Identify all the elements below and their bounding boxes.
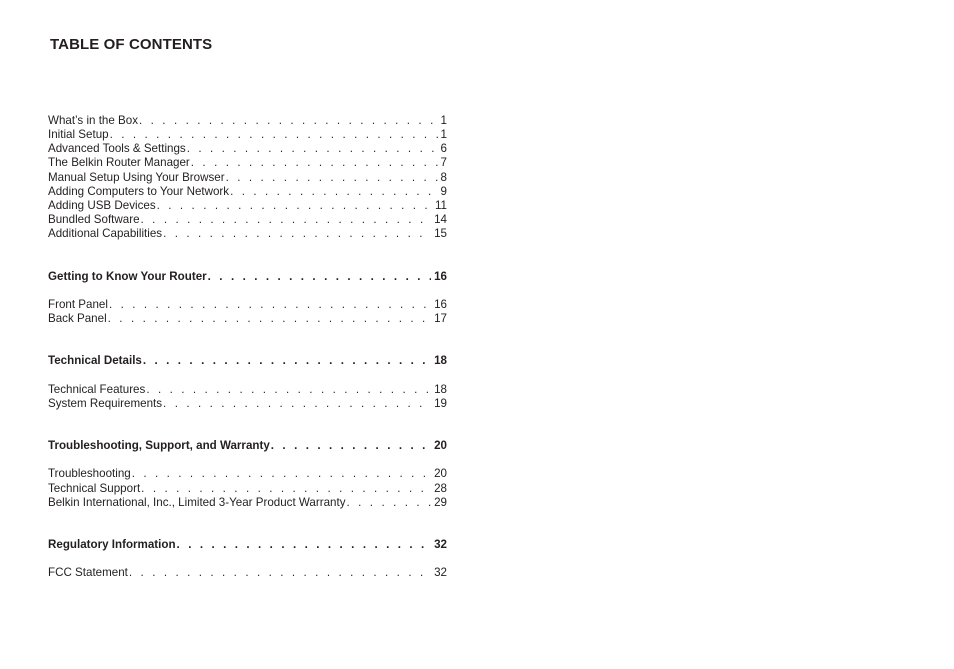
- toc-heading-know-your-router: [48, 270, 447, 284]
- toc-entry-warranty: [48, 496, 447, 510]
- toc-entry-label: Adding USB Devices: [48, 199, 156, 212]
- toc-entry-page: 18: [434, 383, 447, 396]
- toc-entry-page: 28: [434, 482, 447, 495]
- toc-entry-page: 17: [434, 312, 447, 325]
- toc-entry-label: Technical Details: [48, 354, 142, 367]
- toc-entry-back-panel: [48, 312, 447, 326]
- page-title: TABLE OF CONTENTS: [50, 36, 213, 53]
- toc-entry-label: The Belkin Router Manager: [48, 156, 190, 169]
- toc-entry-page: 32: [434, 566, 447, 579]
- toc-heading-troubleshooting: [48, 439, 447, 453]
- dot-leader: [139, 114, 438, 128]
- toc-entry-label: Back Panel: [48, 312, 107, 325]
- dot-leader: [141, 482, 431, 496]
- toc-entry-page: 19: [434, 397, 447, 410]
- toc-entry-label: Troubleshooting: [48, 467, 131, 480]
- toc-entry-label: Initial Setup: [48, 128, 109, 141]
- toc-entry-front-panel: [48, 298, 447, 312]
- toc-entry-page: 7: [440, 156, 447, 169]
- dot-leader: [226, 171, 438, 185]
- toc-heading-technical-details: [48, 354, 447, 368]
- toc-entry-label: Technical Support: [48, 482, 141, 495]
- toc-entry-label: Advanced Tools & Settings: [48, 142, 186, 155]
- dot-leader: [146, 383, 431, 397]
- toc-entry-page: 8: [440, 171, 447, 184]
- toc-entry-initial-setup: [48, 128, 447, 142]
- dot-leader: [230, 185, 437, 199]
- toc-entry-page: 15: [434, 227, 447, 240]
- dot-leader: [132, 467, 431, 481]
- toc-entry-page: 9: [440, 185, 447, 198]
- toc-entry-technical-features: [48, 383, 447, 397]
- toc-entry-page: 14: [434, 213, 447, 226]
- toc-entry-fcc-statement: [48, 566, 447, 580]
- toc-entry-page: 32: [434, 538, 447, 551]
- toc-entry-label: Belkin International, Inc., Limited 3-Year Product Warranty: [48, 496, 346, 509]
- toc-entry-advanced-tools: [48, 142, 447, 156]
- toc-heading-regulatory: [48, 538, 447, 552]
- toc-entry-page: 20: [434, 439, 447, 452]
- toc-entry-label: Regulatory Information: [48, 538, 176, 551]
- dot-leader: [208, 270, 431, 284]
- toc-entry-page: 6: [440, 142, 447, 155]
- toc-entry-whats-in-the-box: [48, 114, 447, 128]
- toc-entry-bundled-software: [48, 213, 447, 227]
- dot-leader: [141, 213, 432, 227]
- toc-entry-manual-setup: [48, 171, 447, 185]
- dot-leader: [157, 199, 432, 213]
- toc-entry-adding-computers: [48, 185, 447, 199]
- toc-entry-label: Front Panel: [48, 298, 108, 311]
- toc-entry-router-manager: [48, 156, 447, 170]
- dot-leader: [108, 312, 431, 326]
- toc-entry-label: Adding Computers to Your Network: [48, 185, 230, 198]
- toc-entry-page: 18: [434, 354, 447, 367]
- toc-entry-additional-capabilities: [48, 227, 447, 241]
- toc-entry-label: System Requirements: [48, 397, 163, 410]
- toc-entry-page: 1: [440, 128, 447, 141]
- toc-entry-technical-support: [48, 482, 447, 496]
- dot-leader: [271, 439, 431, 453]
- dot-leader: [163, 227, 431, 241]
- dot-leader: [109, 298, 431, 312]
- toc-entry-system-requirements: [48, 397, 447, 411]
- toc-entry-label: What’s in the Box: [48, 114, 139, 127]
- dot-leader: [110, 128, 438, 142]
- toc-entry-label: Bundled Software: [48, 213, 140, 226]
- toc-entry-label: Technical Features: [48, 383, 146, 396]
- dot-leader: [129, 566, 431, 580]
- toc-entry-label: Manual Setup Using Your Browser: [48, 171, 225, 184]
- toc-entry-label: FCC Statement: [48, 566, 128, 579]
- dot-leader: [191, 156, 438, 170]
- dot-leader: [347, 496, 432, 510]
- toc-entry-page: 16: [434, 298, 447, 311]
- toc-entry-label: Troubleshooting, Support, and Warranty: [48, 439, 270, 452]
- toc-entry-page: 29: [434, 496, 447, 509]
- dot-leader: [143, 354, 431, 368]
- toc-entry-page: 1: [440, 114, 447, 127]
- toc-entry-adding-usb: [48, 199, 447, 213]
- toc-entry-label: Additional Capabilities: [48, 227, 163, 240]
- toc-entry-page: 16: [434, 270, 447, 283]
- dot-leader: [187, 142, 438, 156]
- toc-entry-page: 11: [434, 199, 447, 212]
- toc-entry-page: 20: [434, 467, 447, 480]
- dot-leader: [177, 538, 432, 552]
- dot-leader: [163, 397, 431, 411]
- toc-entry-label: Getting to Know Your Router: [48, 270, 207, 283]
- toc-entry-troubleshooting: [48, 467, 447, 481]
